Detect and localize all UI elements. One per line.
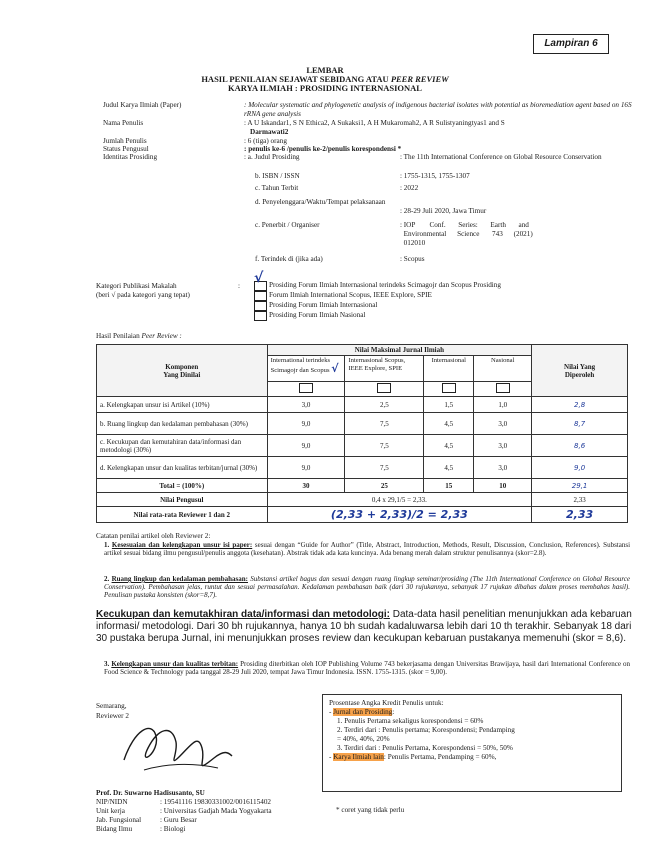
header-nilai-diperoleh: Nilai Yang Diperoleh bbox=[532, 345, 628, 397]
terindek-value: : Scopus bbox=[400, 255, 425, 263]
hasil-label: Hasil Penilaian Peer Review : bbox=[96, 332, 182, 340]
header-box-4[interactable] bbox=[474, 382, 532, 397]
header-box-2[interactable] bbox=[345, 382, 424, 397]
catatan-4: 3. Kelengkapan unsur dan kualitas terbitan: Prosiding diterbitkan oleh IOP Publishing Volume 743 bekerjasama dengan Universitas Brawijaya, hasil dari International Conference on Food Science & Technology pada tanggal 28-29 Juli 2020, tempat Jawa Timur Indonesia. ISSN. 1755-1315. (skor = 9,00). bbox=[104, 660, 630, 677]
kategori-label: Kategori Publikasi Makalah bbox=[96, 282, 177, 290]
row-c2: 7,5 bbox=[345, 435, 424, 457]
reviewer-name: Prof. Dr. Suwarno Hadisusanto, SU bbox=[96, 789, 205, 797]
table-row bbox=[97, 435, 628, 457]
row-c1: 9,0 bbox=[267, 435, 345, 457]
title-line1: LEMBAR bbox=[306, 65, 344, 75]
kategori-option-2: Forum Ilmiah International Scopus, IEEE Explore, SPIE bbox=[269, 291, 432, 299]
judul-label: Judul Karya Ilmiah (Paper) bbox=[103, 101, 182, 109]
header-komponen: Komponen Yang Dinilai bbox=[97, 345, 268, 397]
kategori-checkbox-3[interactable] bbox=[254, 301, 267, 311]
title-line2: HASIL PENILAIAN SEJAWAT SEBIDANG ATAU PEER REVIEW bbox=[201, 74, 449, 84]
row-c4: 1,0 bbox=[474, 397, 532, 413]
pengusul-nilai: 2,33 bbox=[532, 493, 628, 507]
reviewer-bidang-label: Bidang Ilmu bbox=[96, 825, 133, 833]
row-komponen: b. Ruang lingkup dan kedalaman pembahasan (30%) bbox=[97, 413, 268, 435]
status-label: Status Pengusul bbox=[103, 145, 149, 153]
penerbit-label: c. Penerbit / Organiser bbox=[255, 221, 320, 229]
row-komponen: c. Kecukupan dan kemutahiran data/informasi dan metodologi (30%) bbox=[97, 435, 268, 457]
identitas-label: Identitas Prosiding bbox=[103, 153, 158, 161]
row-c1: 9,0 bbox=[267, 413, 345, 435]
reviewer-jabatan-label: Jab. Fungsional bbox=[96, 816, 142, 824]
header-col-ieee: Internasional Scopus, IEEE Explore, SPIE bbox=[345, 356, 424, 382]
header-col-internasional: Internasional bbox=[424, 356, 474, 382]
judul-prosiding-value: : The 11th International Conference on Global Resource Conservation bbox=[400, 153, 602, 161]
row-komponen: a. Kelengkapan unsur isi Artikel (10%) bbox=[97, 397, 268, 413]
nama-value-2: Darmawati2 bbox=[250, 128, 289, 136]
catatan-3: Kecukupan dan kemutakhiran data/informasi dan metodologi: Data-data hasil penelitian menunjukkan ada kebaruan informasi/ metodologi. Dari 30 bh rujukannya, hanya 10 bh sudah kadaluwarsa lebih dari 10 th terakhir. Sebanyak 18 dari 30 pustaka berupa Jurnal, ini menunjukkan proses review dan kecukupan kebaruan pustakanya memenuhi (skor = 8,6). bbox=[96, 609, 632, 644]
kategori-option-1: Prosiding Forum Ilmiah Internasional terindeks Scimagojr dan Scopus Prosiding bbox=[269, 281, 501, 289]
jumlah-label: Jumlah Penulis bbox=[103, 137, 147, 145]
total-c3: 15 bbox=[424, 479, 474, 493]
row-c3: 1,5 bbox=[424, 397, 474, 413]
total-c4: 10 bbox=[474, 479, 532, 493]
signature bbox=[118, 712, 238, 780]
pengusul-row bbox=[97, 493, 628, 507]
judul-prosiding-label: : a. Judul Prosiding bbox=[244, 153, 300, 161]
terindek-label: f. Terindek di (jika ada) bbox=[255, 255, 323, 263]
row-c3: 4,5 bbox=[424, 435, 474, 457]
row-c1: 9,0 bbox=[267, 457, 345, 479]
reviewer-nip-value: : 19541116 19830331002/0016115402 bbox=[160, 798, 272, 806]
total-c1: 30 bbox=[267, 479, 345, 493]
table-row bbox=[97, 457, 628, 479]
row-c2: 2,5 bbox=[345, 397, 424, 413]
row-c4: 3,0 bbox=[474, 435, 532, 457]
header-box-3[interactable] bbox=[424, 382, 474, 397]
rata-nilai: 2,33 bbox=[532, 507, 628, 523]
row-c4: 3,0 bbox=[474, 457, 532, 479]
credit-box bbox=[322, 694, 622, 792]
total-c2: 25 bbox=[345, 479, 424, 493]
tahun-label: c. Tahun Terbit bbox=[255, 184, 299, 192]
credit-karya: - Karya Ilmiah lain: Penulis Pertama, Pendamping = 60%, bbox=[329, 753, 497, 761]
isbn-value: : 1755-1315, 1755-1307 bbox=[400, 172, 470, 180]
jumlah-value: : 6 (tiga) orang bbox=[244, 137, 287, 145]
pengusul-label: Nilai Pengusul bbox=[97, 493, 268, 507]
penerbit-value-3: 012010 bbox=[400, 239, 426, 247]
reviewer-unit-label: Unit kerja bbox=[96, 807, 125, 815]
credit-j2b: = 40%, 40%, 20% bbox=[337, 735, 390, 743]
header-col-nasional: Nasional bbox=[474, 356, 532, 382]
score-table bbox=[96, 344, 628, 523]
pengusul-formula: 0,4 x 29,1/5 = 2,33. bbox=[267, 493, 532, 507]
rata-formula: (2,33 + 2,33)/2 = 2,33 bbox=[267, 507, 532, 523]
row-c3: 4,5 bbox=[424, 413, 474, 435]
total-nilai: 29,1 bbox=[532, 479, 628, 493]
credit-j1: 1. Penulis Pertama sekaligus korespondensi = 60% bbox=[337, 717, 484, 725]
row-nilai: 8,6 bbox=[532, 435, 628, 457]
tahun-value: : 2022 bbox=[400, 184, 419, 192]
kategori-option-3: Prosiding Forum Ilmiah Internasional bbox=[269, 301, 378, 309]
catatan-1: 1. Kesesuaian dan kelengkapan unsur isi paper: sesuai dengan “Guide for Author” (Title, Abstract, Introduction, Methods, Result, Discussion, Conclusion, References). Substansi artikel sesuai bidang ilmu pengusul/penulis anggota (kesehatan). Abstrak tidak ada kata kuncinya. Ada benang merah dalam struktur penulisannya (skor=2.8). bbox=[104, 541, 631, 558]
reviewer-nip-label: NIP/NIDN bbox=[96, 798, 128, 806]
row-c1: 3,0 bbox=[267, 397, 345, 413]
penyelenggara-value: : 28-29 Juli 2020, Jawa Timur bbox=[400, 207, 487, 215]
kategori-checkmark: √ bbox=[254, 270, 264, 286]
reviewer-bidang-value: : Biologi bbox=[160, 825, 186, 833]
kategori-option-4: Prosiding Forum Ilmiah Nasional bbox=[269, 311, 366, 319]
header-col-scopus: International terindeks Scimagojr dan Scopus √ bbox=[267, 356, 345, 382]
total-label: Total = (100%) bbox=[97, 479, 268, 493]
penerbit-value-2: Environmental Science 743 (2021) bbox=[400, 230, 533, 238]
semarang-label: Semarang, bbox=[96, 702, 127, 710]
catatan-header: Catatan penilai artikel oleh Reviewer 2: bbox=[96, 532, 211, 540]
rata-label: Nilai rata-rata Reviewer 1 dan 2 bbox=[97, 507, 268, 523]
credit-title: Prosentase Angka Kredit Penulis untuk: bbox=[329, 699, 444, 707]
header-box-1[interactable] bbox=[267, 382, 345, 397]
reviewer-unit-value: : Universitas Gadjah Mada Yogyakarta bbox=[160, 807, 272, 815]
row-c2: 7,5 bbox=[345, 413, 424, 435]
row-c2: 7,5 bbox=[345, 457, 424, 479]
nama-label: Nama Penulis bbox=[103, 119, 144, 127]
isbn-label: b. ISBN / ISSN bbox=[255, 172, 300, 180]
catatan-2: 2. Ruang lingkup dan kedalaman pembahasan: Substansi artikel bagus dan sesuai dengan ruang lingkup seminar/prosiding (The 11th International Conference on Global Resource Conservation). Pembahasan jelas, runtut dan sesuai permasalahan. Kedalaman pembahasan baik (dari 30 rujukannya, sebanyak 17 rujukan dibahas dalam proses membahas hasil). Penulisan pustaka konsisten (skor=8,7). bbox=[104, 575, 631, 600]
reviewer-label: Reviewer 2 bbox=[96, 712, 129, 720]
total-row bbox=[97, 479, 628, 493]
kategori-checkbox-2[interactable] bbox=[254, 291, 267, 301]
judul-value: : Molecular systematic and phylogenetic analysis of indigenous bacterial isolates with potential as bioremediation agent based on 16S rRNA gene analysis bbox=[244, 101, 632, 118]
row-c4: 3,0 bbox=[474, 413, 532, 435]
credit-j2: 2. Terdiri dari : Penulis pertama; Korespondensi; Pendamping bbox=[337, 726, 515, 734]
table-row bbox=[97, 413, 628, 435]
kategori-colon: : bbox=[238, 282, 240, 290]
title-line3: KARYA ILMIAH : PROSIDING INTERNASIONAL bbox=[228, 83, 422, 93]
row-nilai: 9,0 bbox=[532, 457, 628, 479]
footnote: * coret yang tidak perlu bbox=[336, 806, 405, 814]
table-row bbox=[97, 397, 628, 413]
lampiran-label: Lampiran 6 bbox=[533, 34, 609, 54]
nama-value: : A U Iskandar1, S N Ethica2, A Sukaksi1, A H Mukaromah2, A R Sulistyaningtyas1 and S bbox=[244, 119, 505, 127]
row-nilai: 2,8 bbox=[532, 397, 628, 413]
credit-j3: 3. Terdiri dari : Penulis Pertama, Korespondensi = 50%, 50% bbox=[337, 744, 513, 752]
rata-row bbox=[97, 507, 628, 523]
penerbit-value-1: : IOP Conf. Series: Earth and bbox=[400, 221, 529, 229]
status-value: : penulis ke-6 /penulis ke-2/penulis korespondensi * bbox=[244, 145, 402, 153]
table-checkmark: √ bbox=[331, 361, 339, 375]
row-c3: 4,5 bbox=[424, 457, 474, 479]
header-nilai-maks: Nilai Maksimal Jurnal Ilmiah bbox=[267, 345, 532, 356]
kategori-hint: (beri √ pada kategori yang tepat) bbox=[96, 291, 190, 299]
penyelenggara-label: d. Penyelenggara/Waktu/Tempat pelaksanaan bbox=[255, 198, 386, 206]
reviewer-jabatan-value: : Guru Besar bbox=[160, 816, 197, 824]
credit-jurnal: - Jurnal dan Prosiding: bbox=[329, 708, 395, 716]
row-nilai: 8,7 bbox=[532, 413, 628, 435]
kategori-checkbox-4[interactable] bbox=[254, 311, 267, 321]
row-komponen: d. Kelengkapan unsur dan kualitas terbitan/jurnal (30%) bbox=[97, 457, 268, 479]
